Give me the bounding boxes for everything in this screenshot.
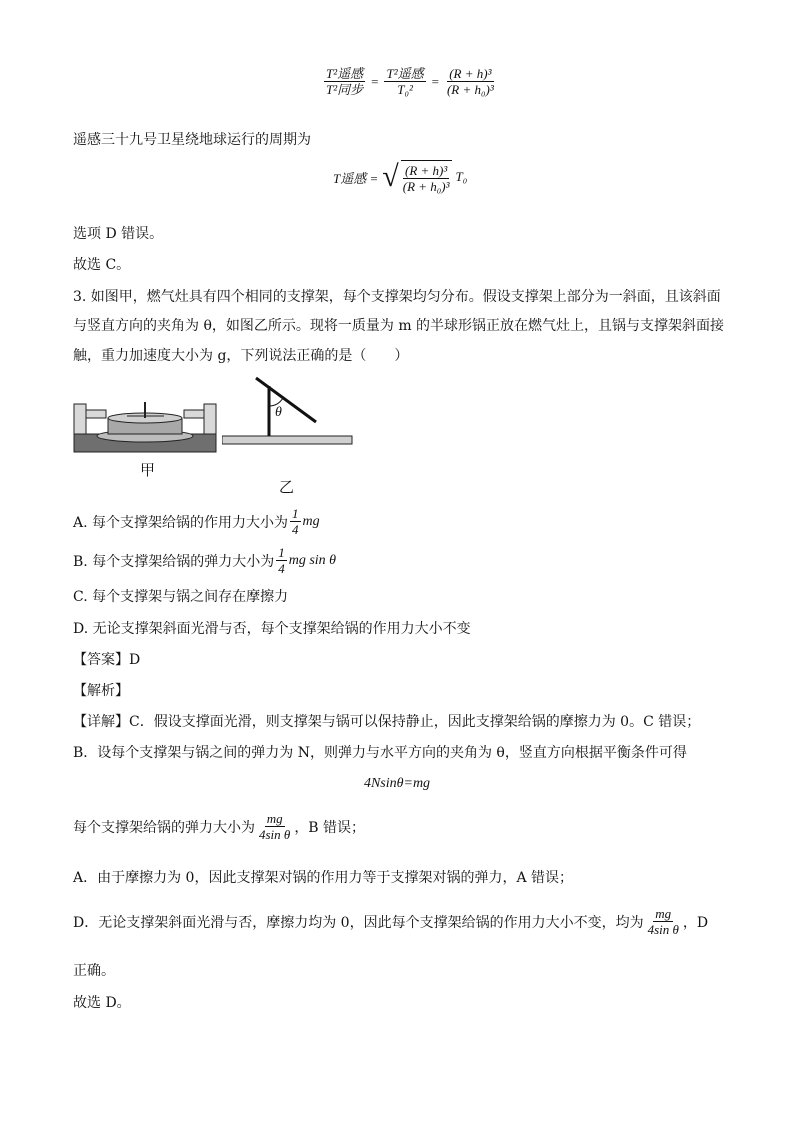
choose-c: 故选 C。 [73,257,131,273]
option-c: C. 每个支撑架与锅之间存在摩擦力 [73,589,289,605]
period-intro: 遥感三十九号卫星绕地球运行的周期为 [73,132,311,148]
option-d-wrong: 选项 D 错误。 [73,226,164,242]
question-line-1: 3. 如图甲，燃气灶具有四个相同的支撑架，每个支撑架均匀分布。假设支撑架上部分为一斜面，且该斜面 [73,289,721,305]
detail-line-6: 正确。 [73,963,115,979]
answer-label: 【答案】D [73,652,141,668]
fraction-rhs: $\frac{\text{(R + h)³}}{\text{(R + h₀)³}}$ [446,66,494,97]
option-a: A. 每个支撑架给锅的作用力大小为 $\frac{1}{4}$ mg [73,506,320,537]
detail-line-2: B．设每个支撑架与锅之间的弹力为 N，则弹力与水平方向的夹角为 θ，竖直方向根据平衡条件可得 [73,745,687,761]
detail-line-1: 【详解】C．假设支撑面光滑，则支撑架与锅可以保持静止，因此支撑架给锅的摩擦力为 0。C 错误； [73,714,701,730]
equilibrium-equation: 4Nsinθ=mg [363,776,431,791]
option-b: B. 每个支撑架给锅的弹力大小为 $\frac{1}{4}$ mg sin θ [73,545,337,576]
fraction-mid: $\frac{\text{T²遥感}}{\text{T₀²}}$ [386,66,424,97]
question-line-3: 触，重力加速度大小为 g，下列说法正确的是（ ） [73,348,409,364]
figure-label-jia: 甲 [140,461,156,479]
fraction-lhs: $\frac{\text{T²遥感}}{\text{T²同步}}$ [326,66,364,97]
support-figure [222,376,354,476]
question-line-2: 与竖直方向的夹角为 θ，如图乙所示。现将一质量为 m 的半球形锅正放在燃气灶上，且锅与支撑架斜面接 [73,318,725,334]
angle-theta-label: θ [275,405,282,420]
detail-line-4: A．由于摩擦力为 0，因此支撑架对锅的作用力等于支撑架对锅的弹力，A 错误； [73,870,574,886]
fraction-root: $\frac{\text{(R + h)³}}{\text{(R + h₀)³}}$ [401,160,452,194]
formula-ratio: $\frac{\text{T²遥感}}{\text{T²同步}}$ = $\frac{\text{T²遥感}}{\text{T₀²}}$ = $\frac{\text{(R + h)³}}{\text{(R + h₀)³}}$ [326,66,494,97]
formula-period: T遥感 = √ $\frac{\text{(R + h)³}}{\text{(R + h₀)³}}$ T₀ [333,160,468,194]
option-d: D. 无论支撑架斜面光滑与否，每个支撑架给锅的作用力大小不变 [73,621,471,637]
detail-line-5: D．无论支撑架斜面光滑与否，摩擦力均为 0，因此每个支撑架给锅的作用力大小不变，均为 $\frac{mg}{\text{4sin θ}}$ ，D [73,906,709,937]
detail-line-3: 每个支撑架给锅的弹力大小为 $\frac{mg}{\text{4sin θ}}$ ，B 错误； [73,811,366,842]
figure-label-yi: 乙 [279,478,295,496]
detail-line-7: 故选 D。 [73,995,131,1011]
analysis-label: 【解析】 [73,683,129,699]
